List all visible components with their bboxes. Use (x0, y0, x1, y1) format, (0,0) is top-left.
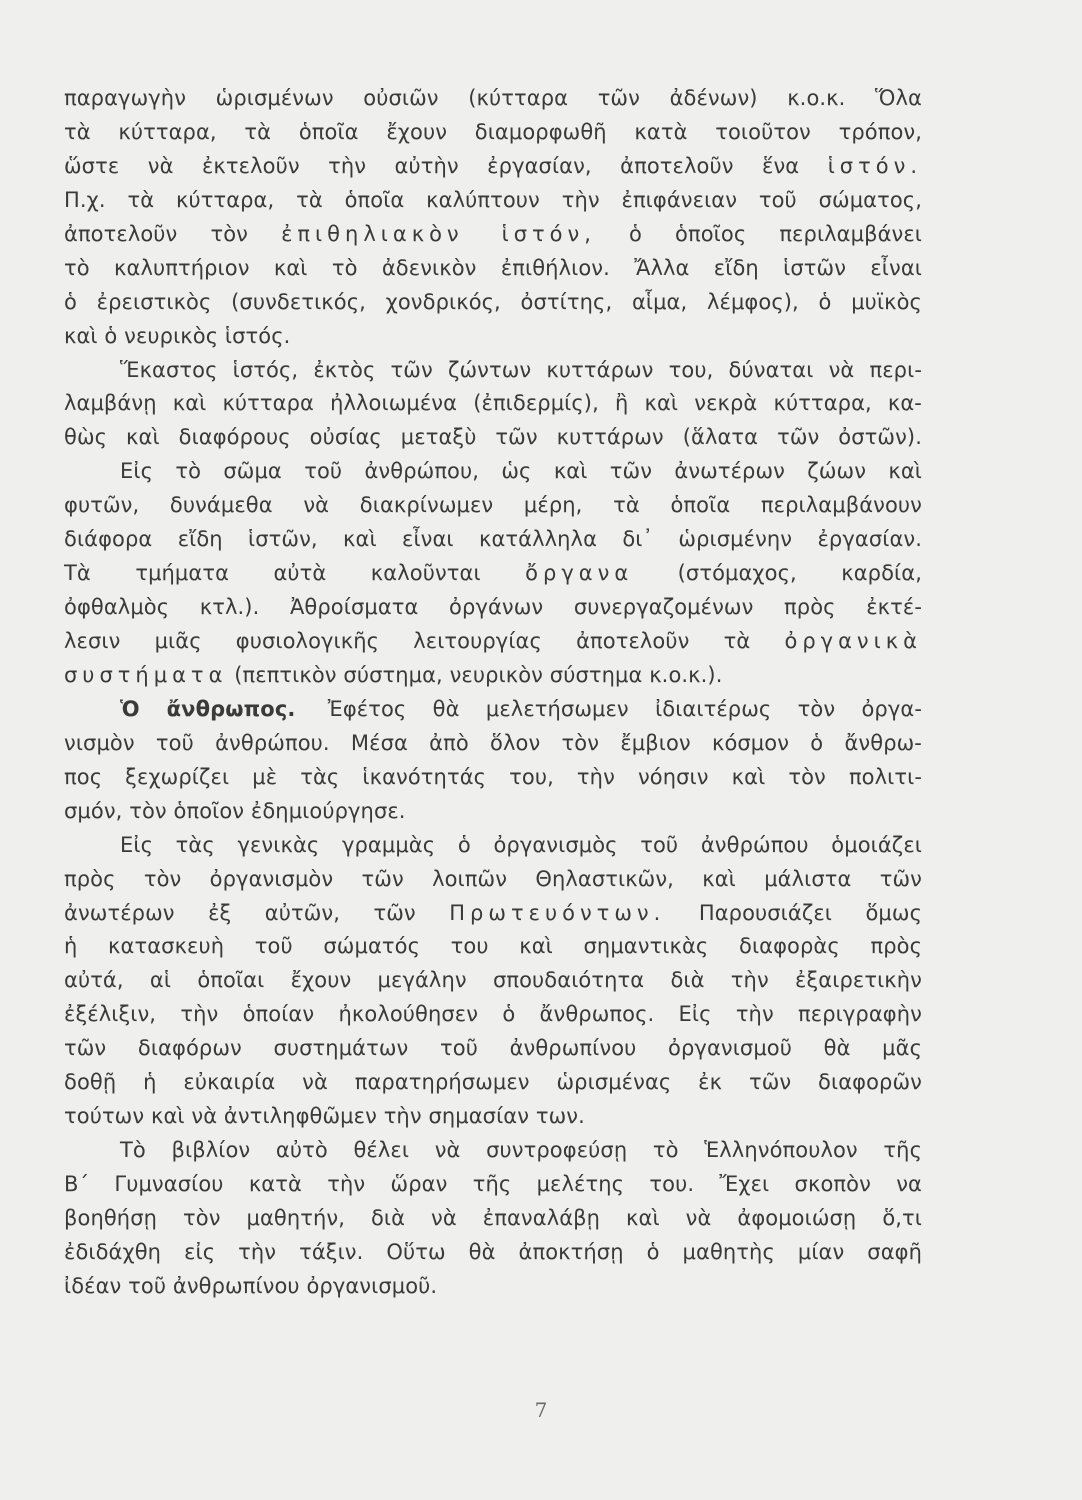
text-line: δοθῇ ἡ εὐκαιρία νὰ παρατηρήσωμεν ὡρισμένας ἐκ τῶν διαφορῶν (64, 1070, 922, 1095)
text-line: λεσιν μιᾶς φυσιολογικῆς λειτουργίας ἀποτελοῦν τὰ ὀργανικὰ (64, 629, 922, 653)
text-line: Ἕκαστος ἱστός, ἐκτὸς τῶν ζώντων κυττάρων του, δύναται νὰ περι- (120, 357, 922, 382)
text-line: ἐξέλιξιν, τὴν ὁποίαν ἠκολούθησεν ὁ ἄνθρωπος. Εἰς τὴν περιγραφὴν (64, 1002, 922, 1027)
text-line: Τὰ τμήματα αὐτὰ καλοῦνται ὄργανα (στόμαχος, καρδία, (64, 561, 922, 586)
text-line: τῶν διαφόρων συστημάτων τοῦ ἀνθρωπίνου ὀργανισμοῦ θὰ μᾶς (64, 1036, 922, 1061)
text-line: Β΄ Γυμνασίου κατὰ τὴν ὥραν τῆς μελέτης του. Ἔχει σκοπὸν να (64, 1172, 922, 1196)
text-line: πος ξεχωρίζει μὲ τὰς ἱκανότητάς του, τὴν νόησιν καὶ τὸν πολιτι- (64, 764, 922, 789)
text-line: συστήματα (πεπτικὸν σύστημα, νευρικὸν σύστημα κ.ο.κ.). (64, 662, 723, 687)
text-line: τούτων καὶ νὰ ἀντιληφθῶμεν τὴν σημασίαν των. (64, 1104, 585, 1129)
text-line: ἀνωτέρων ἐξ αὐτῶν, τῶν Πρωτευόντων. Παρουσιάζει ὅμως (64, 900, 922, 925)
text-line: παραγωγὴν ὡρισμένων οὐσιῶν (κύτταρα τῶν ἀδένων) κ.ο.κ. Ὅλα (64, 86, 922, 110)
text-line: τὸ καλυπτήριον καὶ τὸ ἀδενικὸν ἐπιθήλιον. Ἄλλα εἴδη ἱστῶν εἶναι (64, 255, 922, 280)
section-heading: Ὁ ἄνθρωπος. (120, 696, 296, 721)
text-line: ὥστε νὰ ἐκτελοῦν τὴν αὐτὴν ἐργασίαν, ἀποτελοῦν ἕνα ἱστόν. (64, 153, 922, 178)
text-line: τὰ κύτταρα, τὰ ὁποῖα ἔχουν διαμορφωθῆ κατὰ τοιοῦτον τρόπον, (64, 119, 922, 144)
page-number: 7 (534, 1398, 548, 1422)
spaced-term: ἐπιθηλιακὸν ἱστόν, (281, 221, 596, 246)
text-line: λαμβάνῃ καὶ κύτταρα ἠλλοιωμένα (ἐπιδερμίς), ἢ καὶ νεκρὰ κύτταρα, κα- (64, 391, 922, 416)
text-line: καὶ ὁ νευρικὸς ἱστός. (64, 323, 291, 348)
section-heading-line: Ὁ ἄνθρωπος. Ἐφέτος θὰ μελετήσωμεν ἰδιαιτέρως τὸν ὀργα- (120, 696, 922, 721)
text-line: θὼς καὶ διαφόρους οὐσίας μεταξὺ τῶν κυττάρων (ἅλατα τῶν ὀστῶν). (64, 425, 922, 450)
text-line: νισμὸν τοῦ ἀνθρώπου. Μέσα ἀπὸ ὅλον τὸν ἔμβιον κόσμον ὁ ἄνθρω- (64, 730, 922, 755)
spaced-term: Πρωτευόντων. (449, 900, 666, 925)
text-line: ἐδιδάχθη εἰς τὴν τάξιν. Οὕτω θὰ ἀποκτήσῃ ὁ μαθητὴς μίαν σαφῆ (64, 1239, 922, 1264)
page-body (64, 82, 922, 1304)
text-line: ἡ κατασκευὴ τοῦ σώματός του καὶ σημαντικὰς διαφορὰς πρὸς (64, 934, 922, 959)
text-line: Εἰς τὰς γενικὰς γραμμὰς ὁ ὀργανισμὸς τοῦ ἀνθρώπου ὁμοιάζει (120, 832, 922, 857)
text-line: ὀφθαλμὸς κτλ.). Ἀθροίσματα ὀργάνων συνεργαζομένων πρὸς ἐκτέ- (64, 595, 922, 620)
text-line: βοηθήσῃ τὸν μαθητήν, διὰ νὰ ἐπαναλάβῃ καὶ νὰ ἀφομοιώσῃ ὅ,τι (64, 1205, 922, 1230)
text-line: σμόν, τὸν ὁποῖον ἐδημιούργησε. (64, 798, 406, 823)
spaced-term: ἱστόν. (827, 153, 922, 178)
spaced-term: συστήματα (64, 662, 228, 687)
spaced-term: ὀργανικὰ (784, 629, 922, 653)
text-line: ἰδέαν τοῦ ἀνθρωπίνου ὀργανισμοῦ. (64, 1273, 438, 1298)
spaced-term: ὄργανα (525, 561, 634, 586)
text-line: αὐτά, αἱ ὁποῖαι ἔχουν μεγάλην σπουδαιότητα διὰ τὴν ἐξαιρετικὴν (64, 968, 922, 993)
text-line: ἀποτελοῦν τὸν ἐπιθηλιακὸν ἱστόν, ὁ ὁποῖος περιλαμβάνει (64, 221, 922, 246)
text-line: πρὸς τὸν ὀργανισμὸν τῶν λοιπῶν Θηλαστικῶν, καὶ μάλιστα τῶν (64, 866, 922, 891)
text-line: Εἰς τὸ σῶμα τοῦ ἀνθρώπου, ὡς καὶ τῶν ἀνωτέρων ζώων καὶ (120, 459, 922, 484)
text-line: Τὸ βιβλίον αὐτὸ θέλει νὰ συντροφεύσῃ τὸ Ἑλληνόπουλον τῆς (120, 1138, 922, 1163)
text-line: Π.χ. τὰ κύτταρα, τὰ ὁποῖα καλύπτουν τὴν ἐπιφάνειαν τοῦ σώματος, (64, 187, 922, 212)
text-line: διάφορα εἴδη ἱστῶν, καὶ εἶναι κατάλληλα δι᾽ ὡρισμένην ἐργασίαν. (64, 527, 922, 552)
text-line: φυτῶν, δυνάμεθα νὰ διακρίνωμεν μέρη, τὰ ὁποῖα περιλαμβάνουν (64, 493, 922, 518)
text-line: ὁ ἐρειστικὸς (συνδετικός, χονδρικός, ὀστίτης, αἷμα, λέμφος), ὁ μυϊκὸς (64, 289, 922, 314)
